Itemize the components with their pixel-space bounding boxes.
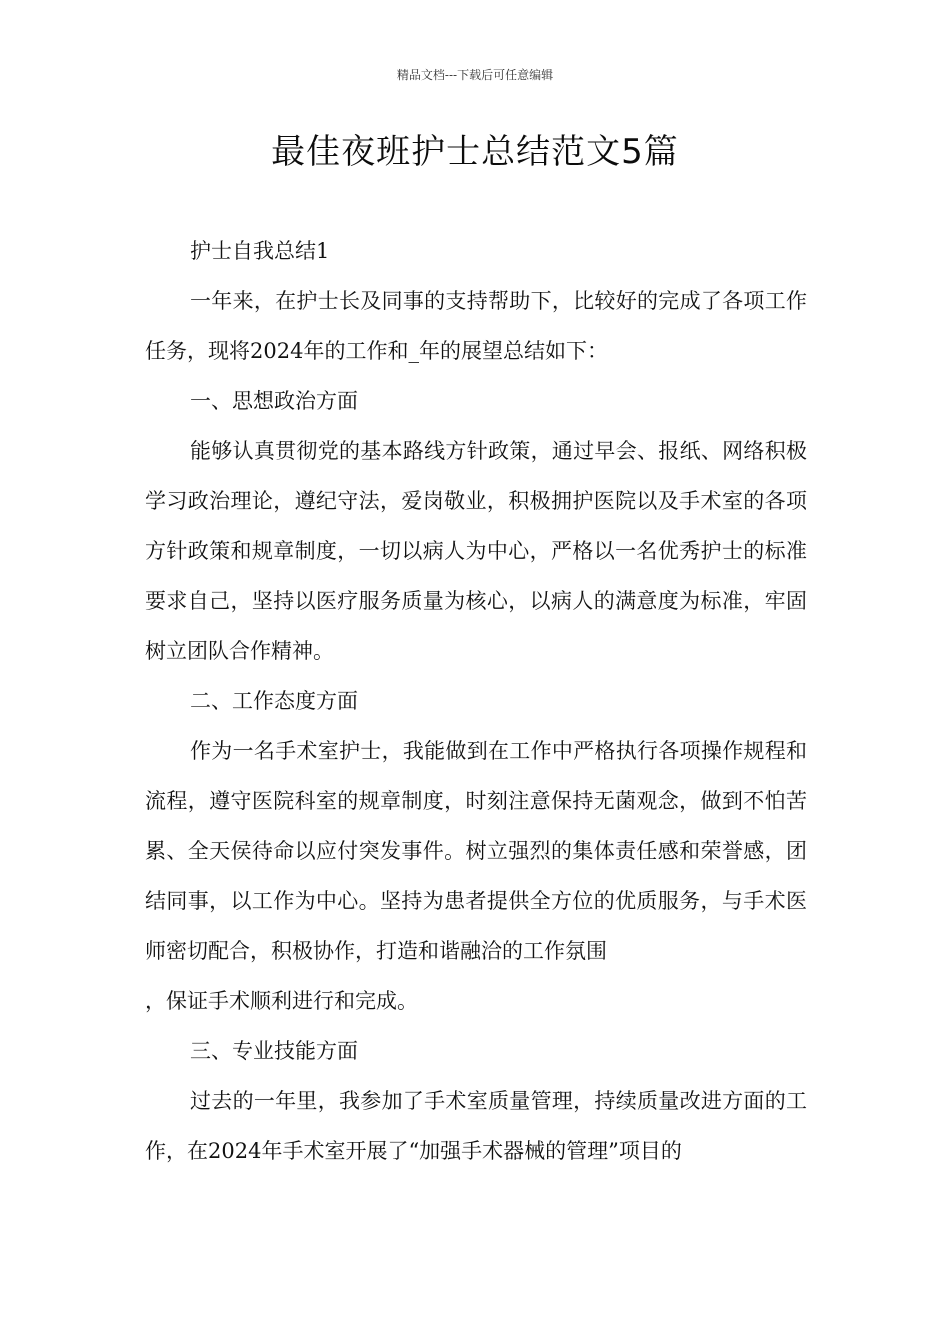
page-header: 精品文档---下载后可任意编辑 [396,68,554,82]
paragraph: 过去的一年里，我参加了手术室质量管理，持续质量改进方面的工作，在2024年手术室开展了“加强手术器械的管理”项目的 [145,1089,807,1163]
paragraph: 作为一名手术室护士，我能做到在工作中严格执行各项操作规程和流程，遵守医院科室的规章制度，时刻注意保持无菌观念，做到不怕苦累、全天侯待命以应付突发事件。树立强烈的集体责任感和荣誉感，团结同事，以工作为中心。坚持为患者提供全方位的优质服务，与手术医师密切配合，积极协作，打造和谐融洽的工作氛围 [145,739,807,963]
section-heading: 二、工作态度方面 [190,689,358,713]
paragraph: 一年来，在护士长及同事的支持帮助下，比较好的完成了各项工作任务，现将2024年的工作和_年的展望总结如下： [145,289,807,363]
paragraph: 能够认真贯彻党的基本路线方针政策，通过早会、报纸、网络积极学习政治理论，遵纪守法，爱岗敬业，积极拥护医院以及手术室的各项方针政策和规章制度，一切以病人为中心，严格以一名优秀护士的标准要求自己，坚持以医疗服务质量为核心，以病人的满意度为标准，牢固树立团队合作精神。 [145,439,807,663]
paragraph: ，保证手术顺利进行和完成。 [145,989,418,1013]
section-heading: 护士自我总结1 [190,239,330,263]
section-heading: 三、专业技能方面 [190,1039,358,1063]
section-heading: 一、思想政治方面 [190,389,358,413]
document-title: 最佳夜班护士总结范文5篇 [271,132,679,172]
document-body [145,226,807,1176]
